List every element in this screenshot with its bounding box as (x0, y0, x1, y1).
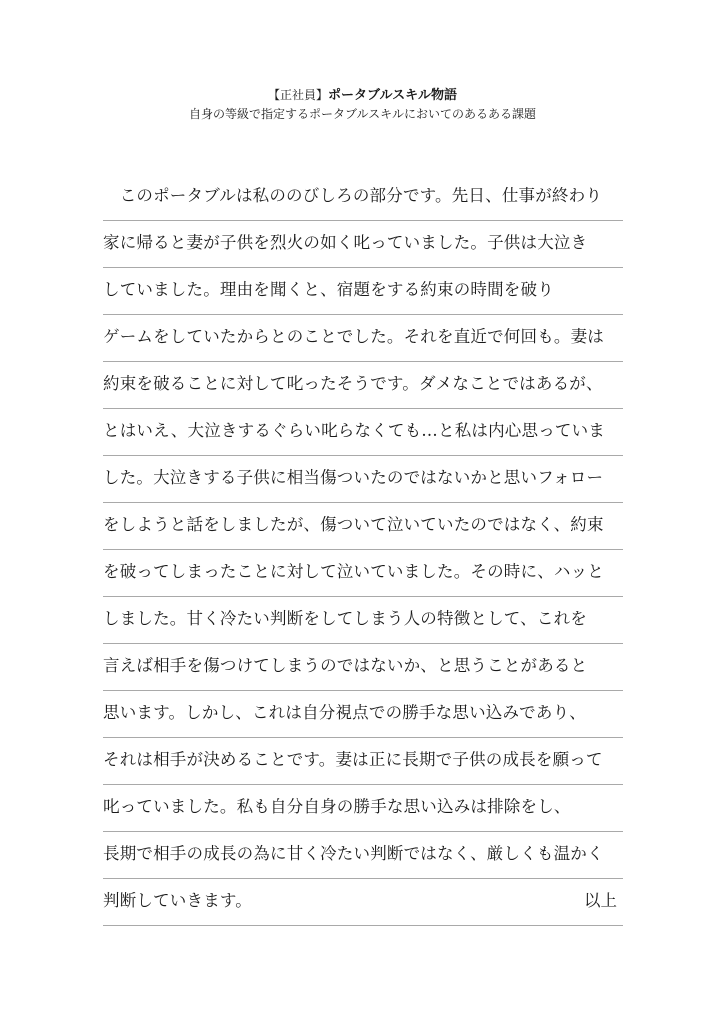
essay-line (103, 738, 623, 785)
essay-body (103, 174, 623, 926)
closing-mark: 以上 (584, 891, 617, 910)
header (0, 86, 725, 122)
essay-line (103, 644, 623, 691)
title-tag: 【正社員】 (268, 88, 329, 102)
essay-line-text: とはいえ、大泣きするぐらい叱らなくても…と私は内心思っていま (103, 421, 605, 440)
essay-line-text: した。大泣きする子供に相当傷ついたのではないかと思いフォロー (103, 468, 604, 487)
essay-line-text: 思います。しかし、これは自分視点での勝手な思い込みであり、 (103, 703, 586, 722)
essay-line (103, 315, 623, 362)
title-line (0, 86, 725, 105)
essay-line-text: を破ってしまったことに対して泣いていました。その時に、ハッと (103, 562, 604, 581)
essay-line-text: しました。甘く冷たい判断をしてしまう人の特徴として、これを (103, 609, 587, 628)
essay-line-last (103, 879, 623, 926)
essay-line (103, 691, 623, 738)
essay-line (103, 550, 623, 597)
essay-line-text: このポータブルは私ののびしろの部分です。先日、仕事が終わり (103, 186, 603, 205)
essay-line (103, 597, 623, 644)
document-subtitle: 自身の等級で指定するポータブルスキルにおいてのあるある課題 (188, 107, 537, 121)
essay-line (103, 362, 623, 409)
essay-line (103, 503, 623, 550)
essay-line (103, 456, 623, 503)
essay-line-text: 叱っていました。私も自分自身の勝手な思い込みは排除をし、 (103, 797, 571, 816)
essay-line-text: 約束を破ることに対して叱ったそうです。ダメなことではあるが、 (103, 374, 603, 393)
essay-line (103, 785, 623, 832)
essay-line (103, 221, 623, 268)
essay-line-text: ゲームをしていたからとのことでした。それを直近で何回も。妻は (103, 327, 604, 346)
essay-line (103, 174, 623, 221)
essay-line (103, 409, 623, 456)
essay-line-text: 言えば相手を傷つけてしまうのではないか、と思うことがあると (103, 656, 588, 675)
essay-line-text: をしようと話をしましたが、傷ついて泣いていたのではなく、約束 (103, 515, 604, 534)
document-title: ポータブルスキル物語 (328, 88, 457, 103)
essay-line-text: していました。理由を聞くと、宿題をする約束の時間を破り (103, 280, 554, 299)
essay-line (103, 268, 623, 315)
essay-line-text: それは相手が決めることです。妻は正に長期で子供の成長を願って (103, 750, 603, 769)
essay-line-text: 判断していきます。 (103, 891, 252, 910)
essay-line-text: 長期で相手の成長の為に甘く冷たい判断ではなく、厳しくも温かく (103, 844, 604, 863)
essay-line-text: 家に帰ると妻が子供を烈火の如く叱っていました。子供は大泣き (103, 233, 588, 252)
essay-line (103, 832, 623, 879)
